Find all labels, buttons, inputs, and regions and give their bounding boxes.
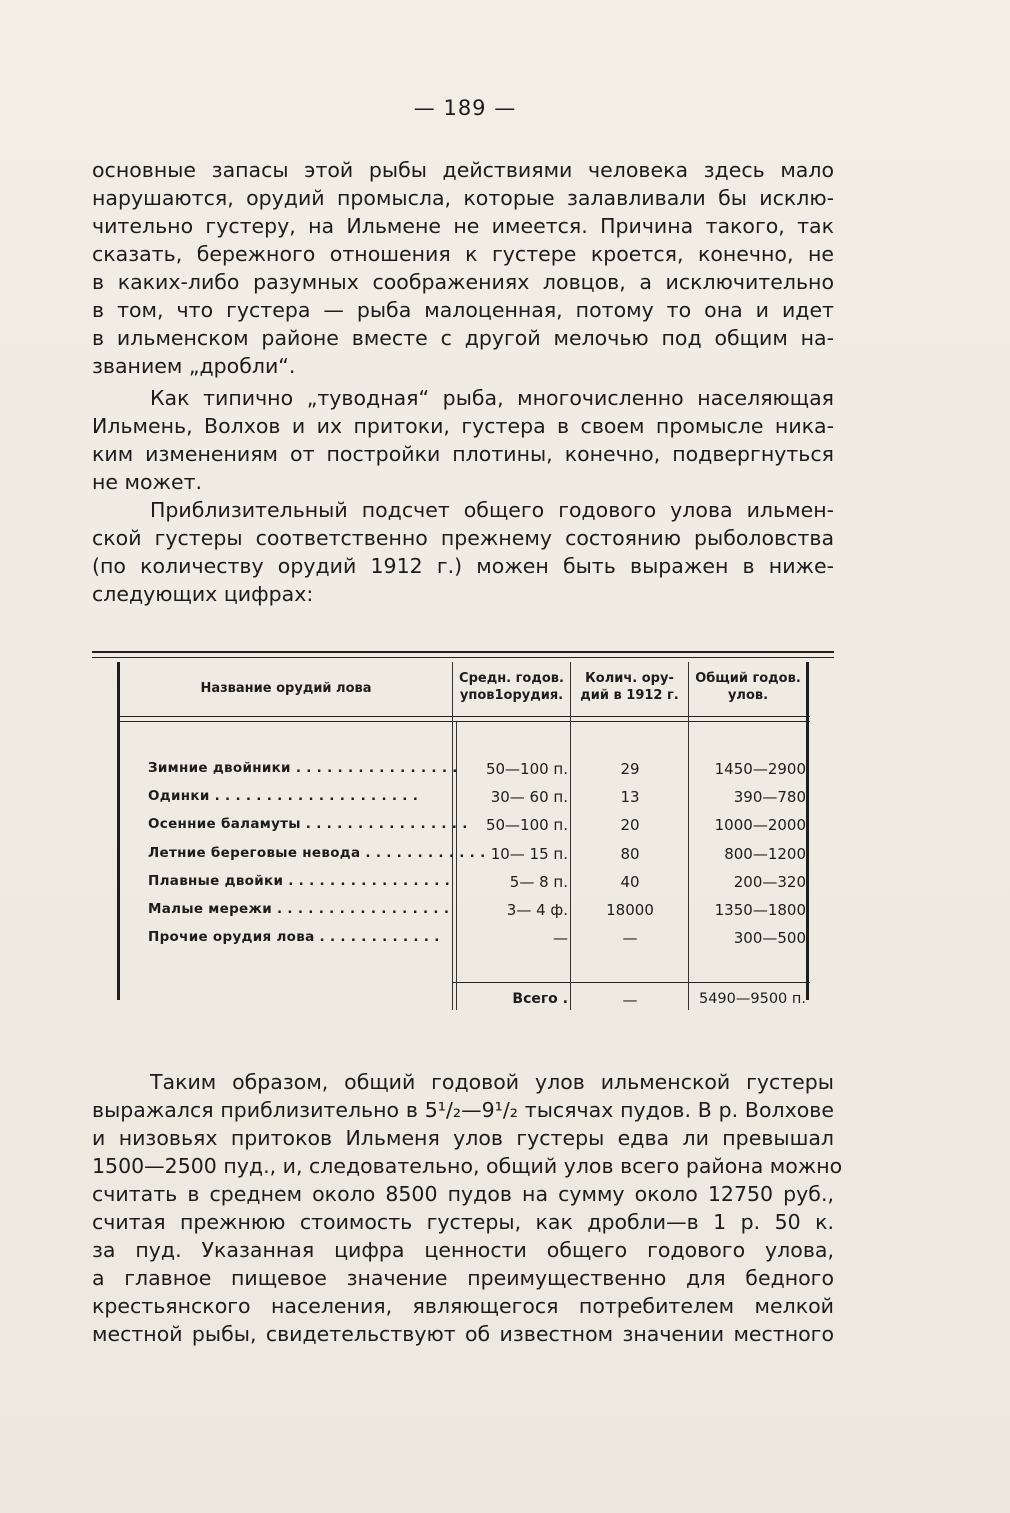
text-line: званием „дробли“. bbox=[92, 354, 296, 378]
text-line: нарушаются, орудий промысла, которые залавливали бы исклю- bbox=[92, 186, 834, 210]
text-line: ской густеры соответственно прежнему состоянию рыболовства bbox=[92, 526, 834, 550]
text-line: Таким образом, общий годовой улов ильменской густеры bbox=[150, 1070, 834, 1094]
row-total: 1350—1800 bbox=[714, 901, 806, 919]
table-top-rule-thin bbox=[92, 657, 834, 658]
text-line: считая прежнюю стоимость густеры, как дробли—в 1 р. 50 к. bbox=[92, 1210, 834, 1234]
table-top-rule bbox=[92, 651, 834, 653]
text-line: считать в среднем около 8500 пудов на сумму около 12750 руб., bbox=[92, 1182, 834, 1206]
row-avg: 5— 8 п. bbox=[509, 873, 568, 891]
row-avg: 10— 15 п. bbox=[490, 845, 568, 863]
paragraph-2 bbox=[92, 384, 834, 496]
text-line: основные запасы этой рыбы действиями человека здесь мало bbox=[92, 158, 834, 182]
table-row bbox=[120, 929, 810, 957]
total-qty: — bbox=[622, 991, 638, 1009]
row-name: Малые мережи . . . . . . . . . . . . . . . . . bbox=[148, 901, 450, 917]
row-total: 800—1200 bbox=[724, 845, 806, 863]
row-name: Одинки . . . . . . . . . . . . . . . . . . . . bbox=[148, 788, 419, 804]
header-total bbox=[689, 670, 807, 704]
row-total: 200—320 bbox=[733, 873, 806, 891]
row-total: 1000—2000 bbox=[714, 816, 806, 834]
text-line: Как типично „туводная“ рыба, многочисленно населяющая bbox=[150, 386, 834, 410]
paragraph-1 bbox=[92, 156, 834, 380]
table-row bbox=[120, 845, 810, 873]
row-qty: 18000 bbox=[606, 901, 654, 919]
table-row bbox=[120, 901, 810, 929]
text-line: а главное пищевое значение преимущественно для бедного bbox=[92, 1266, 834, 1290]
row-avg: — bbox=[553, 929, 568, 947]
header-name: Название орудий лова bbox=[200, 681, 372, 696]
row-name: Летние береговые невода . . . . . . . . . . . . bbox=[148, 845, 486, 861]
row-total: 390—780 bbox=[733, 788, 806, 806]
total-label: Всего . bbox=[512, 991, 568, 1007]
text-line: в том, что густера — рыба малоценная, потому то она и идет bbox=[92, 298, 834, 322]
header-bottom-rule-2 bbox=[120, 721, 810, 722]
row-avg: 30— 60 п. bbox=[490, 788, 568, 806]
row-name: Зимние двойники . . . . . . . . . . . . . . . . bbox=[148, 760, 458, 776]
header-qty-line: Колич. ору- bbox=[585, 671, 674, 686]
row-qty: 20 bbox=[620, 816, 640, 834]
row-avg: 3— 4 ф. bbox=[506, 901, 568, 919]
text-line: в ильменском районе вместе с другой мелочью под общим на- bbox=[92, 326, 834, 350]
header-avg-line: упов1орудия. bbox=[459, 688, 564, 703]
text-line: не может. bbox=[92, 470, 203, 494]
table-total-row bbox=[120, 991, 810, 1019]
page-number: — 189 — bbox=[413, 96, 517, 120]
text-line: (по количеству орудий 1912 г.) можен быть выражен в ниже- bbox=[92, 554, 834, 578]
text-line: следующих цифрах: bbox=[92, 582, 314, 606]
row-qty: 80 bbox=[620, 845, 640, 863]
text-line: местной рыбы, свидетельствуют об известном значении местного bbox=[92, 1322, 834, 1346]
header-total-line: Общий годов. bbox=[695, 671, 801, 686]
total-top-rule bbox=[452, 982, 810, 983]
header-avg bbox=[453, 670, 570, 704]
header-bottom-rule bbox=[120, 716, 810, 717]
text-line: чительно густеру, на Ильмене не имеется. Причина такого, так bbox=[92, 214, 834, 238]
row-qty: 13 bbox=[620, 788, 640, 806]
row-name: Осенние баламуты . . . . . . . . . . . . . . . . bbox=[148, 816, 468, 832]
text-line: за пуд. Указанная цифра ценности общего годового улова, bbox=[92, 1238, 834, 1262]
row-total: 300—500 bbox=[733, 929, 806, 947]
text-line: Приблизительный подсчет общего годового улова ильмен- bbox=[150, 498, 834, 522]
text-line: в каких-либо разумных соображениях ловцов, а исключительно bbox=[92, 270, 834, 294]
text-line: выражался приблизительно в 5¹/₂—9¹/₂ тысячах пудов. В р. Волхове bbox=[92, 1098, 834, 1122]
table-row bbox=[120, 788, 810, 816]
paragraph-3 bbox=[92, 496, 834, 608]
total-value: 5490—9500 п. bbox=[698, 991, 806, 1007]
table-row bbox=[120, 816, 810, 844]
row-qty: — bbox=[622, 929, 638, 947]
row-avg: 50—100 п. bbox=[485, 816, 568, 834]
header-qty-line: дий в 1912 г. bbox=[580, 688, 679, 703]
header-qty bbox=[571, 670, 688, 704]
paragraph-4 bbox=[92, 1068, 843, 1348]
text-line: крестьянского населения, являющегося потребителем мелкой bbox=[92, 1294, 834, 1318]
text-line: и низовьях притоков Ильменя улов густеры едва ли превышал bbox=[92, 1126, 834, 1150]
text-line: Ильмень, Волхов и их притоки, густера в своем промысле ника- bbox=[92, 414, 834, 438]
table-row bbox=[120, 873, 810, 901]
row-avg: 50—100 п. bbox=[485, 760, 568, 778]
row-name: Плавные двойки . . . . . . . . . . . . . . . . bbox=[148, 873, 451, 889]
row-total: 1450—2900 bbox=[714, 760, 806, 778]
text-line: 1500—2500 пуд., и, следовательно, общий улов всего района можно bbox=[92, 1154, 843, 1178]
table-row bbox=[120, 760, 810, 788]
text-line: ким изменениям от постройки плотины, конечно, подвергнуться bbox=[92, 442, 834, 466]
row-name: Прочие орудия лова . . . . . . . . . . . . bbox=[148, 929, 440, 945]
header-avg-line: Средн. годов. bbox=[459, 671, 564, 686]
row-qty: 40 bbox=[620, 873, 640, 891]
header-total-line: улов. bbox=[727, 688, 769, 703]
text-line: сказать, бережного отношения к густере кроется, конечно, не bbox=[92, 242, 834, 266]
row-qty: 29 bbox=[620, 760, 640, 778]
